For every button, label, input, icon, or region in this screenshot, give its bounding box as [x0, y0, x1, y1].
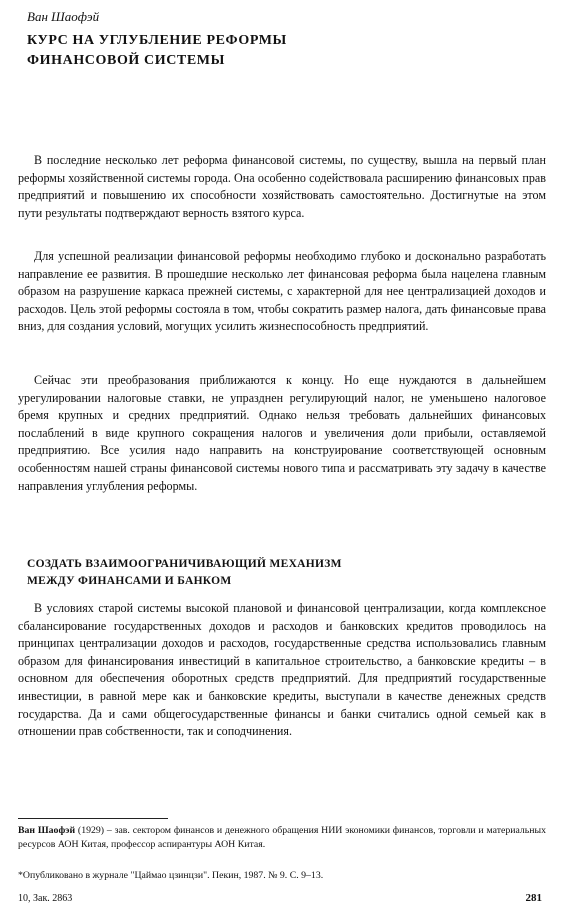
- section-heading-line-2: МЕЖДУ ФИНАНСАМИ И БАНКОМ: [27, 575, 232, 587]
- footnote-author-info: (1929) – зав. сектором финансов и денежного обращения НИИ экономики финансов, торговли и материальных ресурсов АОН Китая, профессор аспирантуры АОН Китая.: [18, 825, 546, 850]
- article-title: [27, 31, 527, 71]
- section-heading: [27, 556, 527, 590]
- author-name: Ван Шаофэй: [27, 9, 100, 24]
- footnote-author-name: Ван Шаофэй: [18, 825, 76, 836]
- section-paragraph: В условиях старой системы высокой плановой и финансовой централизации, когда комплексное сбалансирование государственных доходов и расходов и банковских кредитов проводилось на принципах централизации доходов и расходов, государственные средства использовались главным образом для финансирования инвестиций в капитальное строительство, а банковские кредиты – в основном для обеспечения оборотных средств предприятий. Для предприятий государственные инвестиции, в равной мере как и банковские кредиты, выступали в качестве денежных средств государства. Да и сами общегосударственные финансы и банки считались одной семьей как в отношении прав собственности, так и соподчинения.: [18, 601, 546, 739]
- body-paragraph-2: Для успешной реализации финансовой реформы необходимо глубоко и досконально разработать направление ее развития. В прошедшие несколько лет финансовая реформа была нацелена главным образом на разрушение каркаса прежней системы, с характерной для нее централизацией доходов и расходов. Цель этой реформы состояла в том, чтобы сократить размер налога, дать финансовые права вниз, для создания условий, могущих усилить жизнеспособность предприятий.: [18, 249, 546, 334]
- title-line-1: КУРС НА УГЛУБЛЕНИЕ РЕФОРМЫ: [27, 33, 287, 48]
- publication-footnote: *Опубликовано в журнале "Цаймао цзинцзи". Пекин, 1987. № 9. С. 9–13.: [18, 870, 324, 881]
- body-paragraph-1: В последние несколько лет реформа финансовой системы, по существу, вышла на первый план реформы хозяйственной системы города. Она особенно содействовала расширению финансовых прав предприятий и повышению их способности хозяйствовать самостоятельно. Достигнутые на этом пути результаты подтверждают верность взятого курса.: [18, 153, 546, 220]
- title-line-2: ФИНАНСОВОЙ СИСТЕМЫ: [27, 53, 225, 68]
- section-heading-line-1: СОЗДАТЬ ВЗАИМООГРАНИЧИВАЮЩИЙ МЕХАНИЗМ: [27, 558, 342, 570]
- page-number: 281: [525, 892, 542, 904]
- body-paragraph-3: Сейчас эти преобразования приближаются к концу. Но еще нуждаются в дальнейшем урегулировании налоговые ставки, не упразднен регулирующий налог, не уменьшено налоговое бремя крупных и средних предприятий. Однако нельзя требовать дальнейших финансовых послаблений в виде крупного сокращения налогов и увеличения доли прибыли, оставляемой предприятию. Все усилия надо направить на конструирование соответствующей основным особенностям нашей страны финансовой системы нового типа и рассматривать эту задачу в качестве направления углубления реформы.: [18, 373, 546, 493]
- printer-signature: 10, Зак. 2863: [18, 893, 73, 904]
- author-footnote: [18, 824, 546, 851]
- footnote-divider: [18, 818, 168, 819]
